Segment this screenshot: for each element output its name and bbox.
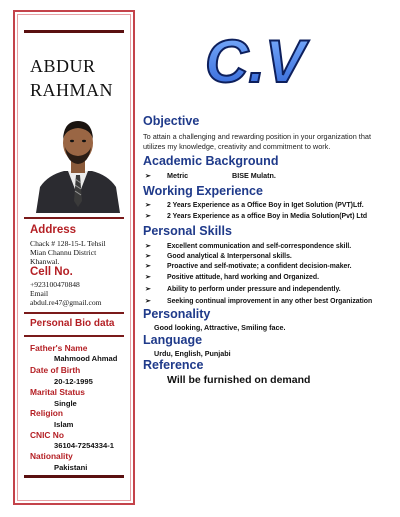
bio-label-dob: Date of Birth bbox=[30, 365, 81, 375]
experience-item: ➢ 2 Years Experience as a office Boy in Media Solution(Pvt) Ltd bbox=[145, 213, 368, 220]
reference-title: Reference bbox=[143, 358, 204, 372]
address-line-1: Chack # 128-15-L Tehsil bbox=[30, 239, 106, 248]
skills-title: Personal Skills bbox=[143, 224, 232, 238]
bio-title: Personal Bio data bbox=[30, 318, 115, 329]
arrow-bullet-icon: ➢ bbox=[145, 263, 151, 270]
academic-title: Academic Background bbox=[143, 154, 279, 168]
skill-item: ➢ Positive attitude, hard working and Organized. bbox=[145, 274, 319, 281]
profile-photo bbox=[34, 109, 122, 213]
address-title: Address bbox=[30, 224, 77, 236]
name-last: RAHMAN bbox=[30, 80, 114, 100]
bio-value-nationality: Pakistani bbox=[54, 463, 88, 472]
objective-text: To attain a challenging and rewarding position in your organization that utilizes my knowledge, creativity and commitment to work. bbox=[143, 132, 371, 151]
arrow-bullet-icon: ➢ bbox=[145, 286, 151, 293]
name-first: ABDUR bbox=[30, 56, 96, 76]
cv-logo-text: C.V bbox=[205, 28, 306, 90]
bio-top-rule bbox=[24, 312, 124, 314]
academic-degree: Metric bbox=[167, 171, 189, 180]
bio-label-marital: Marital Status bbox=[30, 387, 85, 397]
language-text: Urdu, English, Punjabi bbox=[154, 349, 231, 358]
skill-item: ➢ Good analytical & Interpersonal skills. bbox=[145, 253, 292, 260]
experience-item: ➢ 2 Years Experience as a Office Boy in Iget Solution (PVT)Ltf. bbox=[145, 202, 364, 209]
arrow-bullet-icon: ➢ bbox=[145, 202, 151, 209]
experience-title: Working Experience bbox=[143, 184, 263, 198]
sidebar-top-rule bbox=[24, 30, 124, 33]
language-title: Language bbox=[143, 333, 203, 347]
arrow-bullet-icon: ➢ bbox=[145, 298, 151, 305]
cell-title: Cell No. bbox=[30, 266, 73, 278]
email-value[interactable]: abdul.re47@gmail.com bbox=[30, 298, 102, 307]
address-line-2: Mian Channu District bbox=[30, 248, 97, 257]
person-silhouette-icon bbox=[34, 109, 122, 213]
personality-text: Good looking, Attractive, Smiling face. bbox=[154, 323, 286, 332]
address-line-3: Khanwal. bbox=[30, 257, 60, 266]
bio-value-cnic: 36104-7254334-1 bbox=[54, 441, 114, 450]
bio-label-religion: Religion bbox=[30, 408, 64, 418]
bio-value-father: Mahmood Ahmad bbox=[54, 354, 118, 363]
academic-arrow-icon: ➢ bbox=[145, 171, 152, 180]
bio-value-religion: Islam bbox=[54, 420, 74, 429]
skill-item: ➢ Proactive and self-motivate; a confident decision-maker. bbox=[145, 263, 352, 270]
bio-value-marital: Single bbox=[54, 399, 77, 408]
reference-text: Will be furnished on demand bbox=[167, 374, 311, 386]
arrow-bullet-icon: ➢ bbox=[145, 243, 151, 250]
cv-logo bbox=[201, 26, 351, 90]
arrow-bullet-icon: ➢ bbox=[145, 253, 151, 260]
skill-item: ➢ Seeking continual improvement in any other best Organization bbox=[145, 298, 373, 305]
bio-bottom-rule bbox=[24, 335, 124, 337]
objective-title: Objective bbox=[143, 114, 200, 128]
bio-label-nationality: Nationality bbox=[30, 451, 73, 461]
bio-label-father: Father's Name bbox=[30, 343, 88, 353]
sidebar-photo-rule bbox=[24, 217, 124, 219]
arrow-bullet-icon: ➢ bbox=[145, 213, 151, 220]
academic-board: BISE Mulatn. bbox=[232, 171, 276, 180]
cell-value: +923100470848 bbox=[30, 280, 80, 289]
email-label: Email bbox=[30, 289, 49, 298]
skill-item: ➢ Ability to perform under pressure and independently. bbox=[145, 286, 341, 293]
bio-value-dob: 20-12-1995 bbox=[54, 377, 93, 386]
personality-title: Personality bbox=[143, 307, 211, 321]
bio-label-cnic: CNIC No bbox=[30, 430, 64, 440]
arrow-bullet-icon: ➢ bbox=[145, 274, 151, 281]
sidebar-bottom-rule bbox=[24, 475, 124, 478]
skill-item: ➢ Excellent communication and self-correspondence skill. bbox=[145, 243, 352, 250]
